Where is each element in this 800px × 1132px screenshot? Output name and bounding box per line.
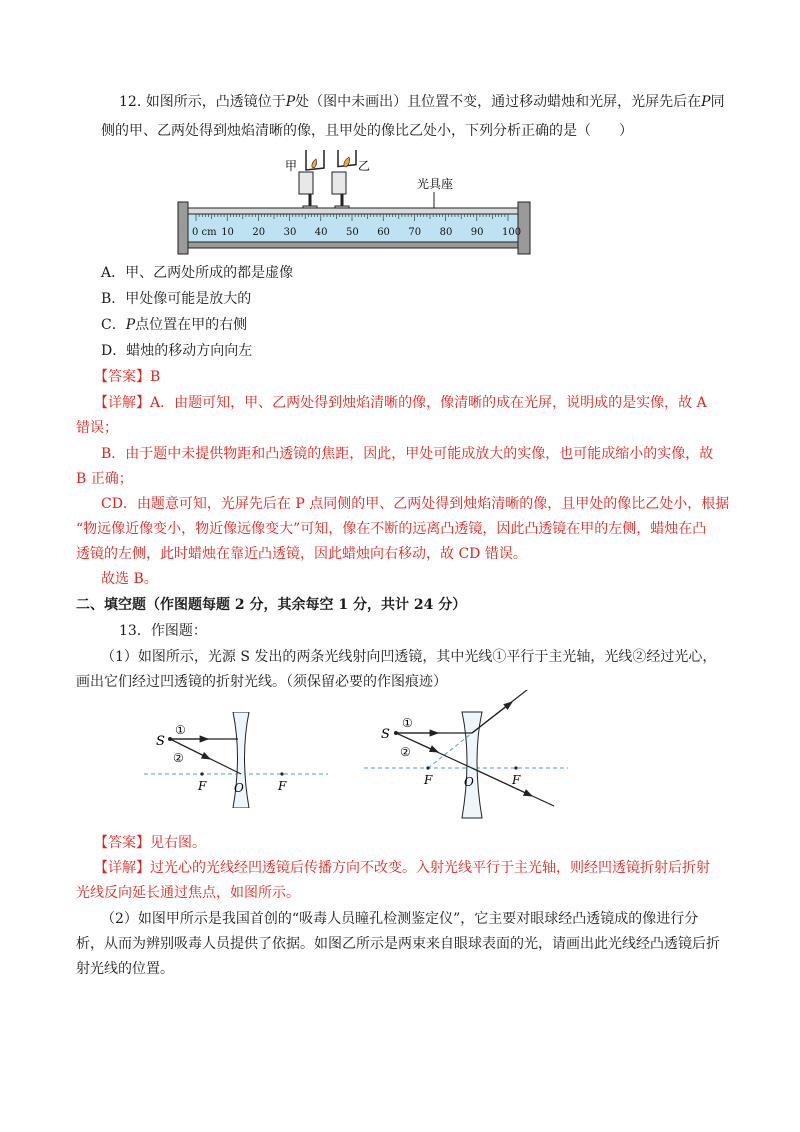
q12-stem-line1 — [119, 92, 725, 112]
label-f-right: F — [278, 779, 287, 793]
option-text: 甲处像可能是放大的 — [125, 291, 252, 307]
label-jia: 甲 — [285, 159, 298, 173]
ruler-tick-label: 20 — [252, 227, 266, 238]
q12-option-a — [101, 263, 293, 283]
q13-title: 13．作图题： — [119, 623, 207, 639]
label-s: S — [381, 727, 390, 742]
ruler-tick-label: 40 — [314, 227, 328, 238]
option-letter: A． — [101, 265, 126, 281]
ruler-tick-label: 90 — [470, 227, 484, 238]
ruler-tick-label: 0 cm — [192, 227, 217, 238]
option-text: 蜡烛的移动方向向左 — [126, 343, 253, 359]
holder-jia — [299, 172, 313, 194]
ruler-tick-label: 30 — [283, 227, 297, 238]
option-text: 甲、乙两处所成的都是虚像 — [125, 265, 294, 281]
q12-option-c — [101, 315, 247, 335]
holder-yi — [332, 172, 346, 194]
q12-explain-cd-2: “物远像近像变小，物近像远像变大”可知，像在不断的远离凸透镜，因此凸透镜在甲的左侧，蜡烛在凸 — [76, 521, 707, 537]
bench-end-left — [178, 202, 188, 254]
q13-explain-1 — [94, 858, 710, 878]
q12-explain-b-2: B 正确； — [76, 471, 133, 487]
explain-text: A．由题可知，甲、乙两处得到烛焰清晰的像，像清晰的成在光屏，说明成的是实像，故 A — [150, 395, 707, 411]
bench-rail-top — [188, 208, 518, 214]
q12-explain-cd-3: 透镜的左侧，此时蜡烛在靠近凸透镜，因此蜡烛向右移动，故 CD 错误。 — [76, 546, 527, 562]
q13-answer — [94, 833, 206, 853]
concave-lens-answer-figure — [362, 690, 572, 820]
focus-left-point — [426, 766, 429, 769]
q12-explain-a-1 — [94, 393, 707, 413]
label-ray2: ② — [173, 751, 184, 765]
explain-label: 【详解】 — [94, 395, 150, 411]
q13-part2-line1: （2）如图甲所示是我国首创的“吸毒人员瞳孔检测鉴定仪”，它主要对眼球经凸透镜成的像进行分 — [101, 911, 699, 927]
bench-base — [188, 242, 518, 248]
focus-right-point — [280, 772, 283, 775]
var-p: P — [285, 94, 296, 110]
var-p: P — [125, 317, 136, 333]
q12-explain-b-1: B．由于题中未提供物距和凸透镜的焦距，因此，甲处可能成放大的实像，也可能成缩小的实像，故 — [101, 446, 714, 462]
label-bench: 光具座 — [417, 177, 454, 191]
q13-part1-line1: （1）如图所示，光源 S 发出的两条光线射向凹透镜，其中光线①平行于主光轴，光线②经过光心， — [101, 649, 717, 665]
answer-label: 【答案】 — [94, 835, 150, 851]
label-ray2: ② — [400, 745, 411, 759]
label-o: O — [464, 775, 474, 789]
explain-text: 过光心的光线经凹透镜后传播方向不改变。入射光线平行于主光轴，则经凹透镜折射后折射 — [150, 860, 710, 876]
q12-option-d — [101, 341, 252, 361]
optical-bench-figure — [172, 150, 540, 256]
q13-part2-line3: 射光线的位置。 — [76, 961, 174, 977]
ruler-tick-label: 50 — [346, 227, 359, 238]
q12-explain-cd-1: CD．由题意可知，光屏先后在 P 点同侧的甲、乙两处得到烛焰清晰的像，且甲处的像比乙处小，根据 — [101, 496, 730, 512]
focus-left-point — [200, 772, 203, 775]
q12-stem-text: 同 — [710, 94, 725, 110]
q12-conclusion: 故选 B。 — [101, 571, 158, 587]
focus-right-point — [514, 766, 517, 769]
q12-stem-line2: 侧的甲、乙两处得到烛焰清晰的像，且甲处的像比乙处小，下列分析正确的是（ ） — [101, 123, 633, 139]
answer-value: 见右图。 — [150, 835, 206, 851]
label-f-right: F — [512, 773, 521, 787]
var-p: P — [701, 94, 711, 110]
label-f-left: F — [198, 779, 207, 793]
option-text: 点位置在甲的右侧 — [135, 317, 248, 333]
q12-option-b — [101, 289, 251, 309]
label-ray1: ① — [402, 716, 413, 730]
ruler-tick-label: 70 — [408, 227, 422, 238]
option-letter: C． — [101, 317, 126, 333]
ruler-tick-label: 60 — [377, 227, 390, 238]
answer-label: 【答案】 — [94, 369, 150, 385]
q12-explain-a-2: 错误； — [76, 420, 118, 436]
q12-answer — [94, 367, 160, 387]
ruler-tick-label: 100 — [502, 227, 522, 238]
q13-explain-2: 光线反向延长通过焦点，如图所示。 — [76, 885, 300, 901]
option-letter: D． — [101, 343, 127, 359]
label-f-left: F — [424, 773, 433, 787]
ruler-tick-label: 10 — [221, 227, 234, 238]
section-heading: 二、填空题（作图题每题 2 分，其余每空 1 分，共计 24 分） — [76, 597, 467, 613]
answer-value: B — [150, 369, 161, 385]
q12-stem-text: 12. 如图所示，凸透镜位于 — [119, 94, 286, 110]
concave-lens-question-figure — [140, 712, 340, 808]
label-s: S — [156, 734, 165, 749]
label-o: O — [234, 781, 244, 795]
q13-part1-line2: 画出它们经过凹透镜的折射光线。（须保留必要的作图痕迹） — [76, 674, 447, 690]
ray2-arrow-out — [472, 768, 532, 796]
q12-stem-text: 处（图中未画出）且位置不变，通过移动蜡烛和光屏，光屏先后在 — [295, 94, 702, 110]
explain-label: 【详解】 — [94, 860, 150, 876]
q13-part2-line2: 析，从而为辨别吸毒人员提供了依据。如图乙所示是两束来自眼球表面的光，请画出此光线经凸透镜后折 — [76, 936, 720, 952]
label-ray1: ① — [175, 723, 186, 737]
label-yi: 乙 — [358, 159, 371, 173]
ruler-tick-label: 80 — [439, 227, 453, 238]
option-letter: B． — [101, 291, 126, 307]
